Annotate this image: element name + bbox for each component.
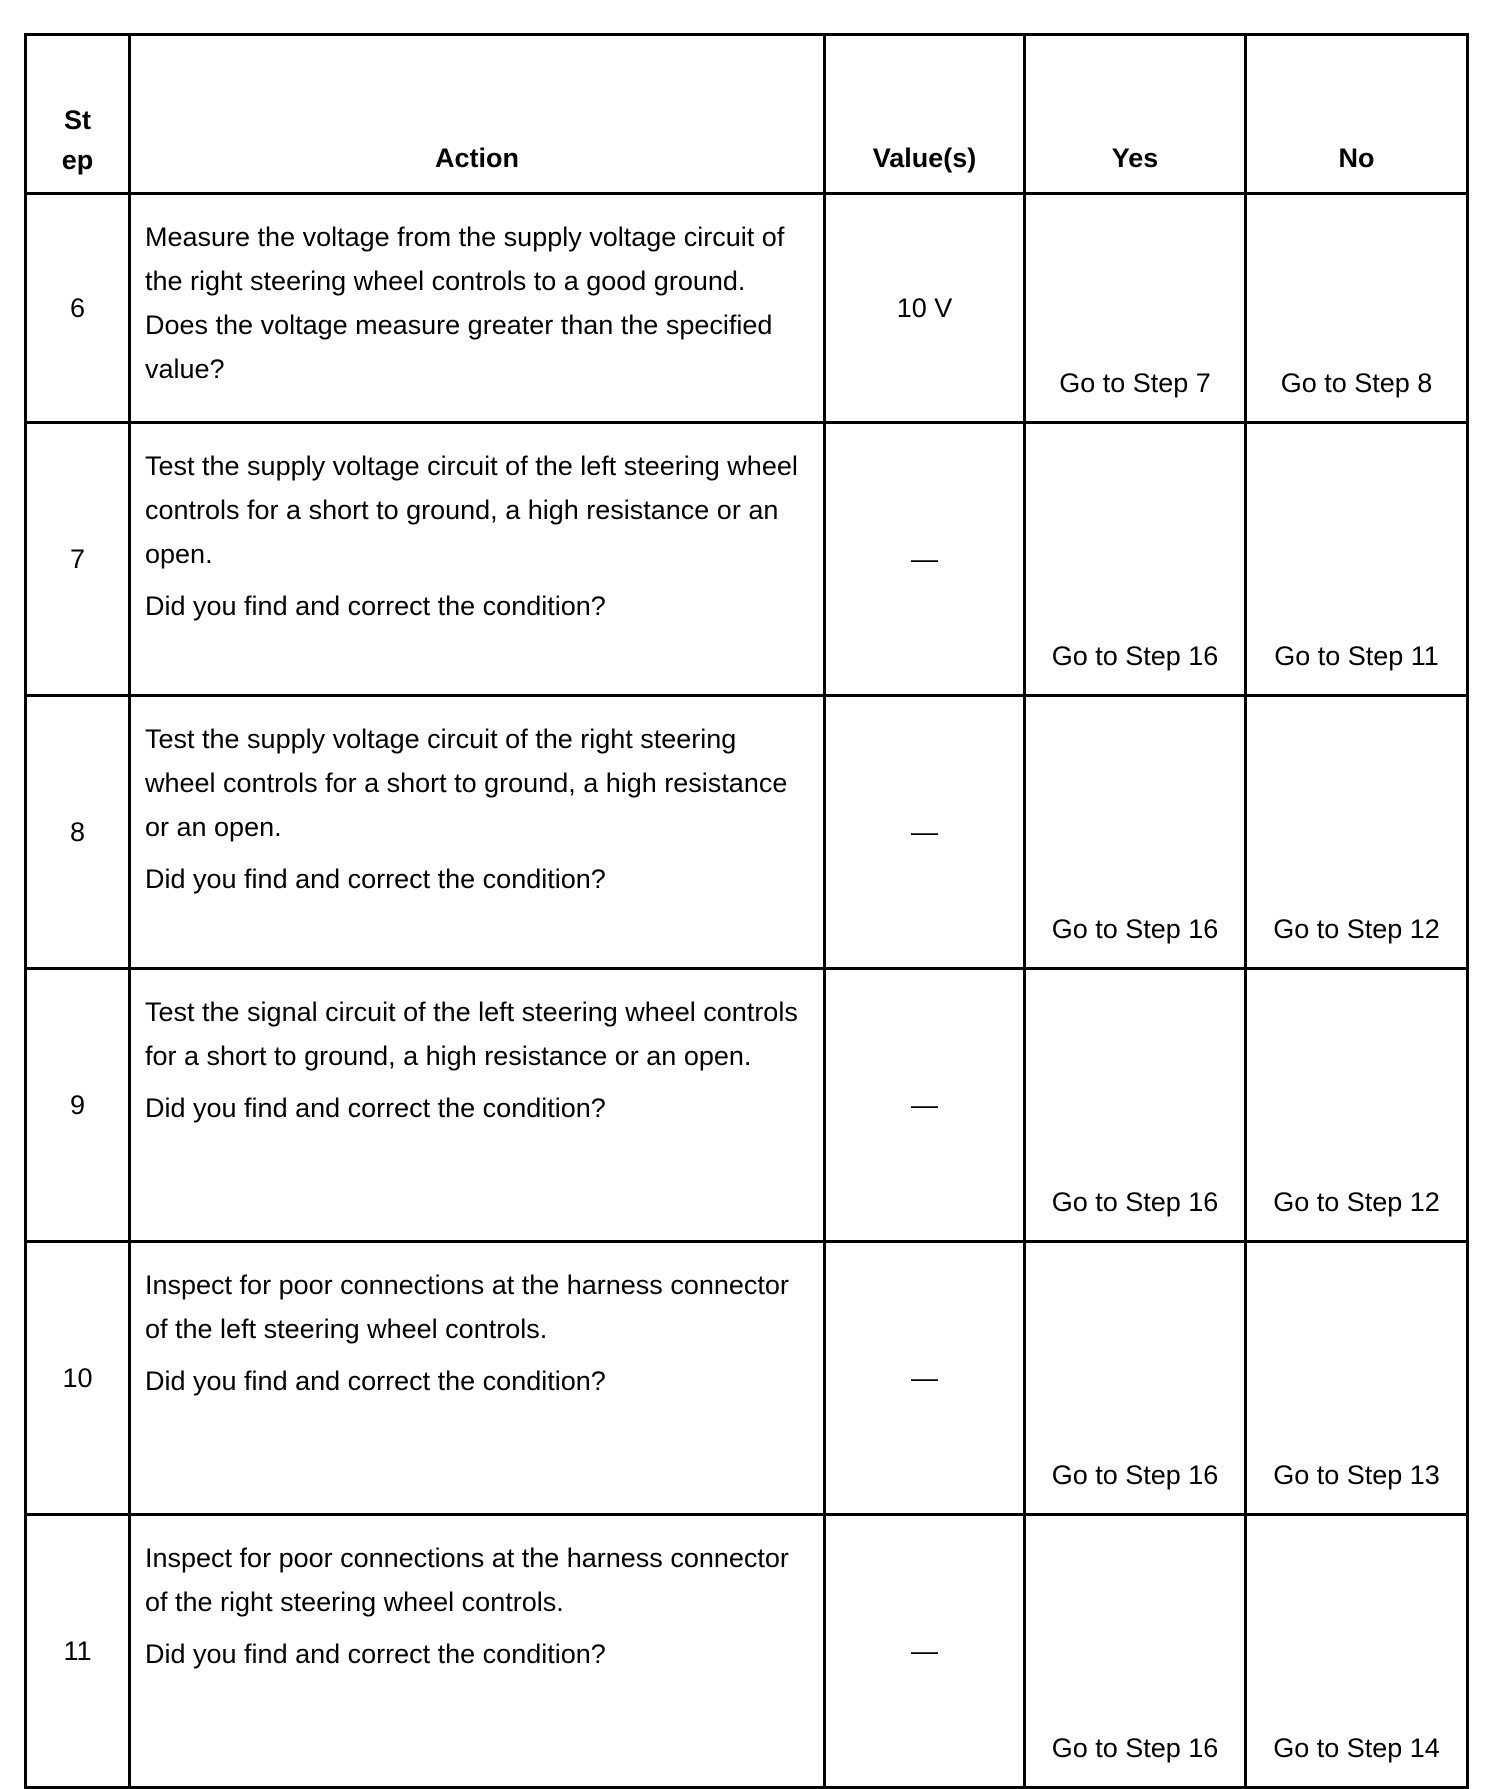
value-cell: — [825, 696, 1025, 969]
action-text [130, 1242, 825, 1515]
action-instruction: Inspect for poor connections at the harness connector of the right steering wheel controls. [145, 1543, 789, 1617]
value-cell: — [825, 1515, 1025, 1788]
no-goto: Go to Step 11 [1246, 423, 1468, 696]
header-action: Action [130, 35, 825, 194]
table-row-step-8 [26, 696, 1468, 969]
value-cell: 10 V [825, 194, 1025, 423]
action-question: Did you find and correct the condition? [145, 864, 606, 894]
action-text [130, 696, 825, 969]
step-number: 10 [26, 1242, 130, 1515]
table-row-step-7 [26, 423, 1468, 696]
value-cell: — [825, 969, 1025, 1242]
no-goto: Go to Step 8 [1246, 194, 1468, 423]
step-number: 8 [26, 696, 130, 969]
action-question: Did you find and correct the condition? [145, 1093, 606, 1123]
yes-goto: Go to Step 16 [1025, 1515, 1246, 1788]
action-instruction: Test the supply voltage circuit of the left steering wheel controls for a short to ground, a high resistance or an open. [145, 451, 798, 569]
diagnostic-steps-table [24, 33, 1469, 1789]
header-step-line2: ep [61, 145, 94, 175]
yes-goto: Go to Step 7 [1025, 194, 1246, 423]
header-step-line1: St [64, 105, 91, 135]
yes-goto: Go to Step 16 [1025, 1242, 1246, 1515]
header-no: No [1246, 35, 1468, 194]
action-question: Did you find and correct the condition? [145, 591, 606, 621]
action-text [130, 1515, 825, 1788]
action-instruction: Inspect for poor connections at the harness connector of the left steering wheel controls. [145, 1270, 789, 1344]
table-row-step-6 [26, 194, 1468, 423]
no-goto: Go to Step 12 [1246, 969, 1468, 1242]
step-number: 11 [26, 1515, 130, 1788]
yes-goto: Go to Step 16 [1025, 969, 1246, 1242]
table-row-step-9 [26, 969, 1468, 1242]
header-step [26, 35, 130, 194]
action-instruction: Measure the voltage from the supply voltage circuit of the right steering wheel controls to a good ground. Does the voltage measure greater than the specified value? [145, 222, 785, 384]
header-yes: Yes [1025, 35, 1246, 194]
step-number: 6 [26, 194, 130, 423]
table-row-step-10 [26, 1242, 1468, 1515]
action-instruction: Test the supply voltage circuit of the right steering wheel controls for a short to ground, a high resistance or an open. [145, 724, 788, 842]
action-question: Did you find and correct the condition? [145, 1639, 606, 1669]
action-text [130, 969, 825, 1242]
yes-goto: Go to Step 16 [1025, 423, 1246, 696]
step-number: 9 [26, 969, 130, 1242]
action-instruction: Test the signal circuit of the left steering wheel controls for a short to ground, a high resistance or an open. [145, 997, 798, 1071]
action-text [130, 194, 825, 423]
value-cell: — [825, 423, 1025, 696]
value-cell: — [825, 1242, 1025, 1515]
no-goto: Go to Step 13 [1246, 1242, 1468, 1515]
yes-goto: Go to Step 16 [1025, 696, 1246, 969]
action-question: Did you find and correct the condition? [145, 1366, 606, 1396]
no-goto: Go to Step 12 [1246, 696, 1468, 969]
action-text [130, 423, 825, 696]
table-row-step-11 [26, 1515, 1468, 1788]
step-number: 7 [26, 423, 130, 696]
table-header-row [26, 35, 1468, 194]
header-values: Value(s) [825, 35, 1025, 194]
no-goto: Go to Step 14 [1246, 1515, 1468, 1788]
